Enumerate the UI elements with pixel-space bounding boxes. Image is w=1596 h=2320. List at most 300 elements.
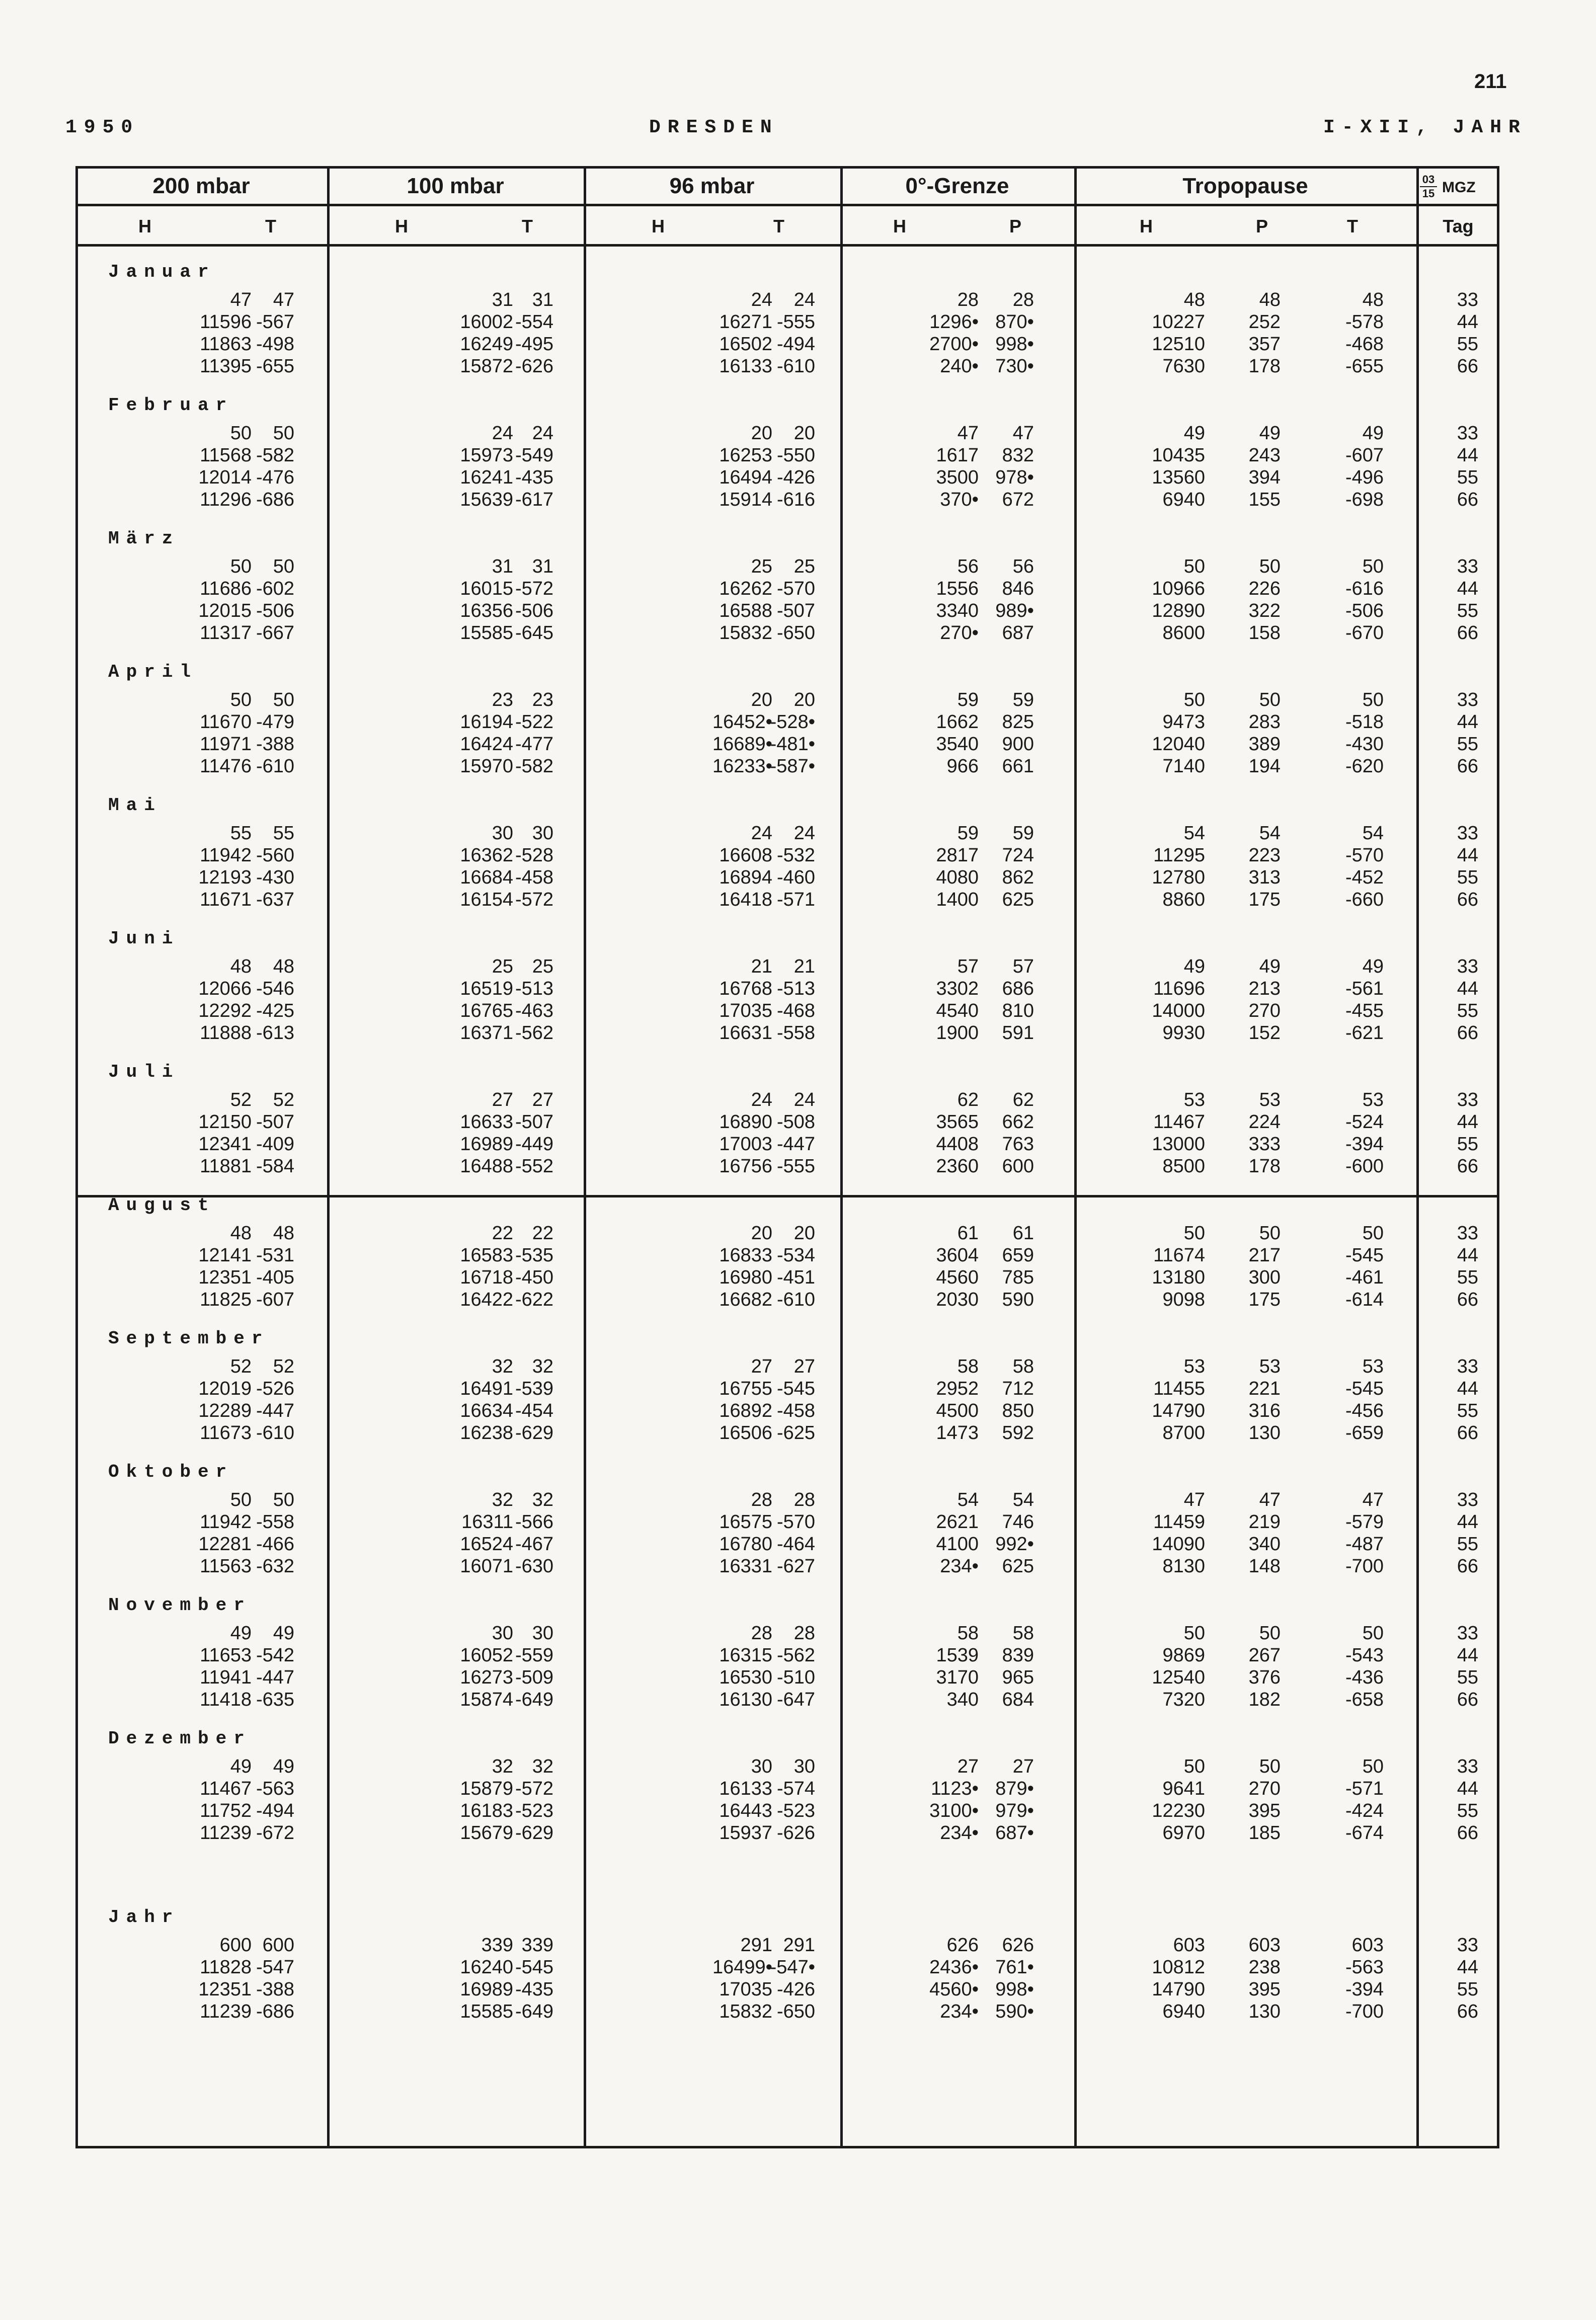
cell-ptrop: 155 [1248, 489, 1281, 510]
cell-p0: 54 [1012, 1489, 1034, 1510]
cell-htrop: 8700 [1162, 1422, 1205, 1444]
cell-ptrop: 49 [1259, 956, 1281, 977]
cell-h100: 16356 [460, 600, 513, 621]
cell-ttrop: -571 [1345, 1778, 1384, 1799]
cell-h100: 16634 [460, 1400, 513, 1421]
cell-p0: 724 [1002, 845, 1034, 866]
cell-htrop: 49 [1183, 423, 1205, 444]
cell-t96: 24 [793, 1089, 815, 1110]
cell-h100: 15585 [460, 622, 513, 644]
cell-h200: 11825 [200, 1289, 252, 1310]
cell-ptrop: 148 [1248, 1556, 1281, 1577]
cell-mgz-tag: 33 [1457, 423, 1478, 444]
month-label: Februar [108, 395, 234, 416]
cell-p0: 672 [1002, 489, 1034, 510]
cell-h96: 16499• [712, 1957, 772, 1978]
cell-ttrop: 47 [1362, 1489, 1384, 1510]
cell-ptrop: 243 [1248, 445, 1281, 466]
cell-h0: 1556 [936, 578, 979, 599]
cell-h100: 15874 [460, 1689, 513, 1710]
cell-h200: 12351 [198, 1267, 252, 1288]
cell-h0: 626 [946, 1935, 979, 1956]
cell-htrop: 47 [1183, 1489, 1205, 1510]
sub-header: T [522, 216, 533, 236]
cell-t100: -528 [515, 845, 553, 866]
cell-h100: 16249 [460, 334, 513, 355]
cell-mgz-tag: 55 [1457, 1134, 1478, 1155]
cell-t200: -610 [256, 756, 294, 777]
cell-t200: -506 [256, 600, 294, 621]
cell-mgz-tag: 33 [1457, 1356, 1478, 1377]
cell-ptrop: 603 [1248, 1935, 1281, 1956]
cell-htrop: 48 [1183, 289, 1205, 310]
cell-t100: -582 [515, 756, 553, 777]
cell-h200: 12150 [198, 1111, 252, 1133]
cell-ttrop: 50 [1362, 1223, 1384, 1244]
cell-h100: 15585 [460, 2001, 513, 2022]
cell-p0: 846 [1002, 578, 1034, 599]
group-header-100mbar: 100 mbar [407, 174, 504, 198]
cell-h0: 1617 [936, 445, 979, 466]
cell-ttrop: -616 [1345, 578, 1384, 599]
cell-h96: 15832 [719, 622, 772, 644]
cell-h0: 4560 [936, 1267, 979, 1288]
cell-t100: 22 [532, 1223, 553, 1244]
cell-h96: 16331 [719, 1556, 772, 1577]
cell-ttrop: 53 [1362, 1089, 1384, 1110]
cell-mgz-tag: 44 [1457, 1511, 1478, 1533]
cell-mgz-tag: 55 [1457, 1267, 1478, 1288]
sub-header: P [1009, 216, 1021, 236]
cell-ptrop: 252 [1248, 311, 1281, 333]
cell-h96: 16608 [719, 845, 772, 866]
cell-h96: 30 [751, 1756, 772, 1777]
cell-ptrop: 357 [1248, 334, 1281, 355]
cell-htrop: 8500 [1162, 1156, 1205, 1177]
cell-h96: 16588 [719, 600, 772, 621]
cell-h100: 16183 [460, 1800, 513, 1821]
cell-h100: 16765 [460, 1000, 513, 1021]
header-divider [75, 204, 1499, 206]
group-header-tropopause: Tropopause [1182, 174, 1308, 198]
cell-h100: 23 [492, 689, 513, 710]
cell-h200: 11239 [200, 1822, 252, 1844]
cell-p0: 590• [995, 2001, 1034, 2022]
cell-t96: -570 [776, 578, 815, 599]
cell-t100: -435 [515, 1979, 553, 2000]
cell-t100: -539 [515, 1378, 553, 1399]
cell-htrop: 50 [1183, 1223, 1205, 1244]
cell-h0: 1662 [936, 711, 979, 733]
cell-t100: -535 [515, 1245, 553, 1266]
cell-t100: -495 [515, 334, 553, 355]
cell-ptrop: 333 [1248, 1134, 1281, 1155]
cell-htrop: 14000 [1152, 1000, 1205, 1021]
cell-p0: 686 [1002, 978, 1034, 999]
cell-h96: 16233• [712, 756, 772, 777]
cell-ptrop: 267 [1248, 1645, 1281, 1666]
cell-mgz-tag: 55 [1457, 600, 1478, 621]
cell-mgz-tag: 44 [1457, 1957, 1478, 1978]
cell-h200: 52 [230, 1089, 252, 1110]
cell-h100: 30 [492, 1623, 513, 1644]
cell-t96: 28 [793, 1489, 815, 1510]
cell-h96: 15914 [719, 489, 772, 510]
cell-t200: 48 [273, 956, 294, 977]
cell-h96: 16530 [719, 1667, 772, 1688]
cell-t96: -610 [776, 356, 815, 377]
cell-t96: -451 [776, 1267, 815, 1288]
cell-t200: -686 [256, 489, 294, 510]
cell-t96: -464 [776, 1534, 815, 1555]
cell-t200: -667 [256, 622, 294, 644]
month-label: Oktober [108, 1462, 234, 1482]
cell-h0: 2621 [936, 1511, 979, 1533]
cell-t200: -498 [256, 334, 294, 355]
cell-t100: 30 [532, 823, 553, 844]
cell-mgz-tag: 44 [1457, 978, 1478, 999]
group-header-96mbar: 96 mbar [669, 174, 755, 198]
cell-t200: -447 [256, 1667, 294, 1688]
cell-h100: 16491 [460, 1378, 513, 1399]
cell-ttrop: -394 [1345, 1134, 1384, 1155]
cell-ttrop: -670 [1345, 622, 1384, 644]
cell-h200: 11971 [200, 734, 252, 755]
cell-ptrop: 50 [1259, 689, 1281, 710]
cell-t200: -479 [256, 711, 294, 733]
cell-t200: -405 [256, 1267, 294, 1288]
cell-h0: 3170 [936, 1667, 979, 1688]
cell-ptrop: 178 [1248, 356, 1281, 377]
cell-t200: 47 [273, 289, 294, 310]
cell-h200: 50 [230, 423, 252, 444]
cell-h96: 16418 [719, 889, 772, 910]
cell-t200: 50 [273, 556, 294, 577]
cell-ttrop: -394 [1345, 1979, 1384, 2000]
mgz-header [1420, 173, 1495, 203]
cell-t96: 21 [793, 956, 815, 977]
cell-ptrop: 238 [1248, 1957, 1281, 1978]
cell-p0: 47 [1012, 423, 1034, 444]
cell-ttrop: -436 [1345, 1667, 1384, 1688]
cell-h96: 15937 [719, 1822, 772, 1844]
cell-ptrop: 226 [1248, 578, 1281, 599]
cell-t200: -607 [256, 1289, 294, 1310]
sub-header: T [773, 216, 784, 236]
cell-h96: 16689• [712, 734, 772, 755]
header-year: 1950 [65, 117, 140, 138]
cell-t200: -430 [256, 867, 294, 888]
cell-t100: 32 [532, 1356, 553, 1377]
cell-htrop: 12780 [1152, 867, 1205, 888]
cell-h100: 31 [492, 289, 513, 310]
cell-htrop: 7140 [1162, 756, 1205, 777]
cell-t100: -449 [515, 1134, 553, 1155]
cell-h200: 11671 [200, 889, 252, 910]
cell-h200: 52 [230, 1356, 252, 1377]
cell-p0: 662 [1002, 1111, 1034, 1133]
cell-t100: 31 [532, 289, 553, 310]
cell-h0: 2360 [936, 1156, 979, 1177]
cell-ttrop: 50 [1362, 689, 1384, 710]
cell-t96: -627 [776, 1556, 815, 1577]
cell-h96: 16756 [719, 1156, 772, 1177]
cell-h200: 48 [230, 956, 252, 977]
cell-t200: -476 [256, 467, 294, 488]
cell-t200: -526 [256, 1378, 294, 1399]
cell-ptrop: 50 [1259, 1223, 1281, 1244]
cell-p0: 57 [1012, 956, 1034, 977]
cell-h96: 16890 [719, 1111, 772, 1133]
cell-h200: 11317 [200, 622, 252, 644]
cell-ttrop: -621 [1345, 1022, 1384, 1044]
cell-htrop: 11696 [1153, 978, 1205, 999]
cell-p0: 61 [1012, 1223, 1034, 1244]
cell-h0: 1296• [929, 311, 979, 333]
cell-t200: 600 [262, 1935, 294, 1956]
cell-t96: -547• [770, 1957, 815, 1978]
cell-h0: 1539 [936, 1645, 979, 1666]
cell-p0: 659 [1002, 1245, 1034, 1266]
cell-h96: 16262 [719, 578, 772, 599]
half-year-divider [75, 1195, 1499, 1197]
cell-t200: -567 [256, 311, 294, 333]
cell-ptrop: 50 [1259, 1756, 1281, 1777]
cell-t100: 27 [532, 1089, 553, 1110]
cell-htrop: 9098 [1162, 1289, 1205, 1310]
cell-t96: -447 [776, 1134, 815, 1155]
cell-t200: -388 [256, 734, 294, 755]
cell-p0: 900 [1002, 734, 1034, 755]
cell-ptrop: 270 [1248, 1000, 1281, 1021]
cell-mgz-tag: 33 [1457, 823, 1478, 844]
cell-p0: 810 [1002, 1000, 1034, 1021]
cell-t100: -467 [515, 1534, 553, 1555]
cell-t96: -532 [776, 845, 815, 866]
cell-htrop: 53 [1183, 1089, 1205, 1110]
cell-h100: 24 [492, 423, 513, 444]
cell-h200: 11563 [200, 1556, 252, 1577]
month-label: Dezember [108, 1728, 252, 1749]
cell-t96: -625 [776, 1422, 815, 1444]
cell-h96: 16452• [712, 711, 772, 733]
cell-h100: 16684 [460, 867, 513, 888]
cell-t100: 23 [532, 689, 553, 710]
cell-ttrop: -698 [1345, 489, 1384, 510]
cell-h200: 11942 [200, 1511, 252, 1533]
cell-htrop: 12540 [1152, 1667, 1205, 1688]
cell-t96: 25 [793, 556, 815, 577]
cell-ttrop: -456 [1345, 1400, 1384, 1421]
cell-h0: 966 [946, 756, 979, 777]
cell-h96: 16271 [719, 311, 772, 333]
cell-p0: 998• [995, 1979, 1034, 2000]
month-label: Jahr [108, 1907, 180, 1928]
cell-p0: 989• [995, 600, 1034, 621]
cell-t100: -566 [515, 1511, 553, 1533]
cell-h0: 56 [957, 556, 979, 577]
cell-mgz-tag: 33 [1457, 289, 1478, 310]
month-label: September [108, 1328, 270, 1349]
cell-t100: -513 [515, 978, 553, 999]
cell-htrop: 13180 [1152, 1267, 1205, 1288]
mgz-fraction-bottom: 15 [1422, 187, 1435, 200]
cell-t100: -649 [515, 2001, 553, 2022]
cell-p0: 687 [1002, 622, 1034, 644]
cell-p0: 870• [995, 311, 1034, 333]
cell-h200: 11941 [200, 1667, 252, 1688]
cell-p0: 28 [1012, 289, 1034, 310]
cell-t96: -523 [776, 1800, 815, 1821]
cell-p0: 979• [995, 1800, 1034, 1821]
cell-h100: 339 [481, 1935, 513, 1956]
cell-h0: 1400 [936, 889, 979, 910]
cell-t96: -545 [776, 1378, 815, 1399]
cell-h96: 16506 [719, 1422, 772, 1444]
cell-htrop: 9930 [1162, 1022, 1205, 1044]
cell-h0: 59 [957, 689, 979, 710]
cell-t96: 30 [793, 1756, 815, 1777]
cell-t96: -616 [776, 489, 815, 510]
cell-t96: -558 [776, 1022, 815, 1044]
cell-ptrop: 152 [1248, 1022, 1281, 1044]
cell-ttrop: -430 [1345, 734, 1384, 755]
cell-ttrop: -524 [1345, 1111, 1384, 1133]
cell-h200: 11863 [200, 334, 252, 355]
cell-h0: 4540 [936, 1000, 979, 1021]
cell-ttrop: 50 [1362, 1756, 1384, 1777]
cell-t200: -632 [256, 1556, 294, 1577]
cell-h96: 24 [751, 289, 772, 310]
cell-ptrop: 53 [1259, 1356, 1281, 1377]
cell-ttrop: 50 [1362, 556, 1384, 577]
column-divider [327, 166, 330, 2148]
cell-t96: 24 [793, 823, 815, 844]
cell-h100: 16519 [460, 978, 513, 999]
cell-ptrop: 49 [1259, 423, 1281, 444]
cell-htrop: 14790 [1152, 1979, 1205, 2000]
cell-t96: -555 [776, 1156, 815, 1177]
cell-h100: 16371 [460, 1022, 513, 1044]
cell-p0: 785 [1002, 1267, 1034, 1288]
cell-h0: 47 [957, 423, 979, 444]
cell-t200: -494 [256, 1800, 294, 1821]
cell-h100: 15973 [460, 445, 513, 466]
cell-h200: 11888 [200, 1022, 252, 1044]
cell-t96: -513 [776, 978, 815, 999]
cell-h200: 12014 [198, 467, 252, 488]
cell-htrop: 14090 [1152, 1534, 1205, 1555]
cell-htrop: 11455 [1153, 1378, 1205, 1399]
cell-h0: 3100• [929, 1800, 979, 1821]
cell-t100: 32 [532, 1489, 553, 1510]
cell-htrop: 6940 [1162, 2001, 1205, 2022]
cell-h100: 16488 [460, 1156, 513, 1177]
cell-mgz-tag: 66 [1457, 889, 1478, 910]
cell-t100: -617 [515, 489, 553, 510]
cell-t96: -555 [776, 311, 815, 333]
cell-t100: -626 [515, 356, 553, 377]
sub-header: P [1255, 216, 1268, 236]
cell-htrop: 10966 [1152, 578, 1205, 599]
cell-ttrop: -578 [1345, 311, 1384, 333]
cell-mgz-tag: 55 [1457, 1979, 1478, 2000]
cell-ptrop: 219 [1248, 1511, 1281, 1533]
cell-h96: 28 [751, 1489, 772, 1510]
cell-h0: 61 [957, 1223, 979, 1244]
cell-t100: 32 [532, 1756, 553, 1777]
cell-t96: -562 [776, 1645, 815, 1666]
cell-htrop: 10227 [1152, 311, 1205, 333]
cell-h200: 600 [219, 1935, 252, 1956]
cell-htrop: 9641 [1162, 1778, 1205, 1799]
cell-t200: -563 [256, 1778, 294, 1799]
cell-ptrop: 340 [1248, 1534, 1281, 1555]
cell-h0: 59 [957, 823, 979, 844]
cell-h0: 4500 [936, 1400, 979, 1421]
cell-t100: -649 [515, 1689, 553, 1710]
cell-h96: 20 [751, 1223, 772, 1244]
cell-h200: 12292 [198, 1000, 252, 1021]
cell-h96: 16768 [719, 978, 772, 999]
cell-t100: -523 [515, 1800, 553, 1821]
cell-h200: 11673 [200, 1422, 252, 1444]
cell-h200: 48 [230, 1223, 252, 1244]
cell-t200: 50 [273, 689, 294, 710]
cell-p0: 850 [1002, 1400, 1034, 1421]
cell-t96: -468 [776, 1000, 815, 1021]
cell-mgz-tag: 55 [1457, 734, 1478, 755]
cell-t96: 24 [793, 289, 815, 310]
cell-h96: 16575 [719, 1511, 772, 1533]
cell-t200: -409 [256, 1134, 294, 1155]
cell-h200: 49 [230, 1756, 252, 1777]
cell-t96: 291 [783, 1935, 815, 1956]
cell-h96: 16494 [719, 467, 772, 488]
cell-p0: 712 [1002, 1378, 1034, 1399]
mgz-fraction [1420, 173, 1437, 200]
cell-htrop: 13000 [1152, 1134, 1205, 1155]
cell-h100: 16422 [460, 1289, 513, 1310]
cell-ttrop: -614 [1345, 1289, 1384, 1310]
cell-htrop: 8600 [1162, 622, 1205, 644]
mgz-label: MGZ [1442, 179, 1476, 196]
cell-t100: -562 [515, 1022, 553, 1044]
cell-ptrop: 182 [1248, 1689, 1281, 1710]
column-divider [840, 166, 843, 2148]
cell-htrop: 9869 [1162, 1645, 1205, 1666]
cell-h0: 2952 [936, 1378, 979, 1399]
cell-h96: 16133 [719, 356, 772, 377]
cell-t200: -388 [256, 1979, 294, 2000]
cell-h0: 2030 [936, 1289, 979, 1310]
cell-htrop: 11674 [1153, 1245, 1205, 1266]
cell-ptrop: 221 [1248, 1378, 1281, 1399]
cell-h0: 3500 [936, 467, 979, 488]
cell-h200: 11568 [200, 445, 252, 466]
cell-ptrop: 213 [1248, 978, 1281, 999]
cell-t96: -571 [776, 889, 815, 910]
cell-ptrop: 376 [1248, 1667, 1281, 1688]
cell-ptrop: 270 [1248, 1778, 1281, 1799]
cell-mgz-tag: 44 [1457, 1378, 1478, 1399]
cell-htrop: 13560 [1152, 467, 1205, 488]
cell-t100: -522 [515, 711, 553, 733]
cell-p0: 992• [995, 1534, 1034, 1555]
cell-mgz-tag: 44 [1457, 445, 1478, 466]
cell-h200: 49 [230, 1623, 252, 1644]
cell-h200: 12019 [198, 1378, 252, 1399]
